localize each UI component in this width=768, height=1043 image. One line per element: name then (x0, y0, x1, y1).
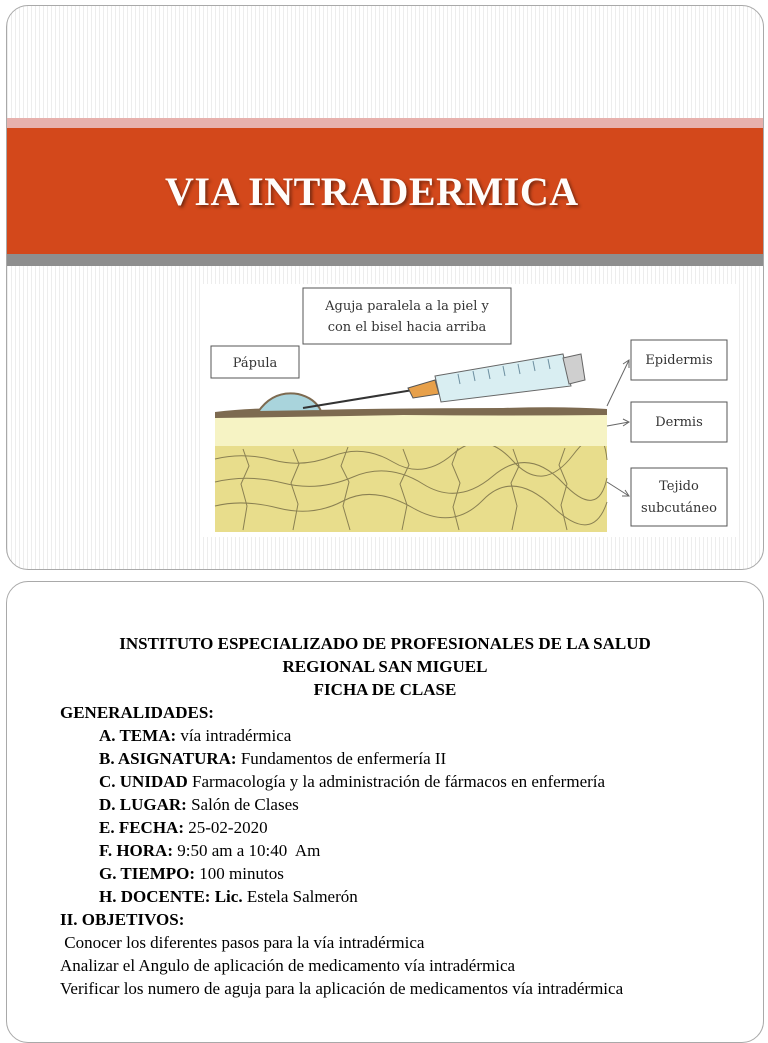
item-asignatura: B. ASIGNATURA: Fundamentos de enfermería II (99, 749, 447, 768)
header-line-1: INSTITUTO ESPECIALIZADO DE PROFESIONALES DE LA SALUD (119, 634, 651, 653)
objetivo-1: Conocer los diferentes pasos para la vía intradérmica (60, 933, 425, 952)
objetivo-2: Analizar el Angulo de aplicación de medicamento vía intradérmica (60, 956, 516, 975)
pink-band (7, 118, 763, 128)
papule (258, 393, 321, 412)
syringe-barrel (435, 354, 571, 402)
dermis-label: Dermis (655, 415, 703, 430)
item-tema: A. TEMA: vía intradérmica (99, 726, 292, 745)
title-band (7, 128, 763, 254)
objetivos-heading: II. OBJETIVOS: (60, 910, 185, 929)
header-line-3: FICHA DE CLASE (313, 680, 457, 699)
gray-band (7, 254, 763, 266)
needle-label-line2: con el bisel hacia arriba (327, 320, 487, 335)
generalidades-heading: GENERALIDADES: (60, 703, 214, 722)
papula-label: Pápula (232, 356, 278, 371)
slide-2 (6, 581, 764, 1043)
subcutaneo-label-line2: subcutáneo (641, 501, 717, 516)
header-line-2: REGIONAL SAN MIGUEL (282, 657, 488, 676)
item-fecha: E. FECHA: 25-02-2020 (99, 818, 268, 837)
needle-label-line1: Aguja paralela a la piel y (325, 299, 489, 314)
item-tiempo: G. TIEMPO: 100 minutos (99, 864, 284, 883)
item-lugar: D. LUGAR: Salón de Clases (99, 795, 299, 814)
needle-hub (408, 380, 439, 398)
dermis-layer (215, 414, 607, 446)
item-unidad: C. UNIDAD Farmacología y la administración de fármacos en enfermería (99, 772, 606, 791)
intradermal-diagram (203, 284, 737, 537)
subcutaneo-label-line1: Tejido (659, 479, 699, 494)
item-hora: F. HORA: 9:50 am a 10:40 Am (99, 841, 321, 860)
objetivo-3: Verificar los numero de aguja para la aplicación de medicamentos vía intradérmica (60, 979, 624, 998)
subcutaneo-label-box (631, 468, 727, 526)
slide-1 (6, 5, 764, 570)
subcutaneous-layer (215, 444, 607, 532)
label-arrows (607, 360, 629, 496)
epidermis-label: Epidermis (645, 353, 713, 368)
item-docente: H. DOCENTE: Lic. Estela Salmerón (99, 887, 358, 906)
slide-title: VIA INTRADERMICA (165, 168, 579, 214)
needle-label-box (303, 288, 511, 344)
needle (303, 390, 413, 408)
